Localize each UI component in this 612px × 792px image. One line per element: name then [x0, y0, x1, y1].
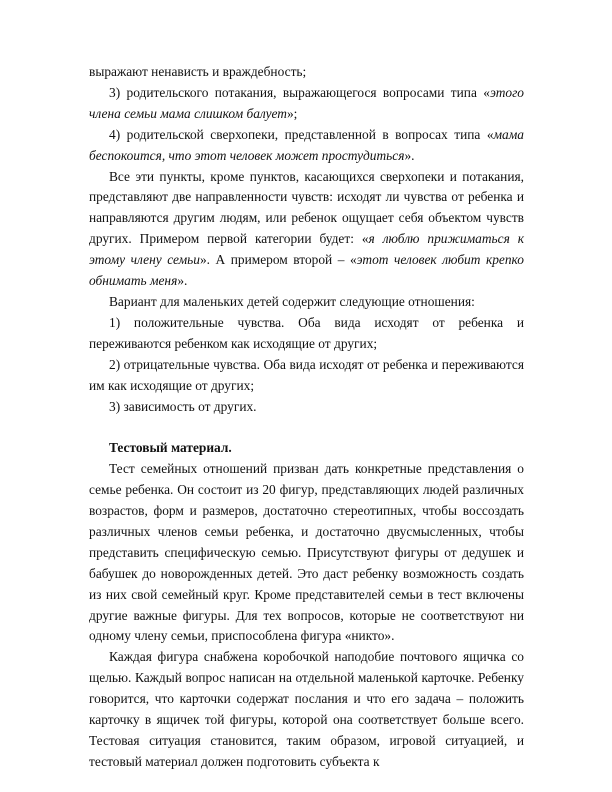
- quote-overprotection: мама беспокоится, что этот человек может простудиться: [89, 126, 524, 163]
- paragraph-directions-mid: ». А примером второй – «: [199, 252, 357, 268]
- paragraph-overprotection: [89, 125, 524, 167]
- paragraph-test-description: Тест семейных отношений призван дать конкретные представления о семье ребенка. Он состоит из 20 фигур, представляющих людей различных возрастов, форм и размеров, достаточно стереотипных, чтобы воссоздать различных членов семьи ребенка, и достаточно двусмысленных, чтобы представить специфическую семью. Присутствуют фигуры от дедушек и бабушек до новорожденных детей. Это даст ребенку возможность создать из них свой семейный круг. Кроме представителей семьи в тест включены другие важные фигуры. Для тех вопросов, которые не соответствуют ни одному члену семьи, приспособлена фигура «никто».: [89, 461, 524, 644]
- paragraph-hostility: выражают ненависть и враждебность;: [89, 64, 307, 79]
- list-item-negative-feelings: 2) отрицательные чувства. Оба вида исходят от ребенка и переживаются им как исходящие от других;: [89, 356, 524, 393]
- paragraph-overprotection-tail: ».: [404, 147, 415, 163]
- paragraph-directions: [89, 167, 524, 292]
- paragraph-indulgence-tail: »;: [286, 105, 298, 121]
- paragraph-figure-boxes: Каждая фигура снабжена коробочкой наподобие почтового ящичка со щелью. Каждый вопрос написан на отдельной маленькой карточке. Ребенку говорится, что карточки содержат послания и что его задача – положить карточку в ящичек той фигуры, которой она соответствует больше всего. Тестовая ситуация становится, таким образом, игровой ситуацией, и тестовый материал должен подготовить субъекта к: [89, 649, 524, 769]
- paragraph-directions-lead: Все эти пункты, кроме пунктов, касающихся сверхопеки и потакания, представляют две направленности чувств: исходят ли чувства от ребенка и направляются другим людям, или ребенок ощущает себя объектом чувств других. Примером первой категории будет: «: [89, 168, 524, 247]
- paragraph-directions-tail: ».: [177, 273, 188, 289]
- section-heading: Тестовый материал.: [109, 440, 232, 456]
- document-page: [89, 62, 524, 773]
- quote-first-category: я люблю прижиматься к этому члену семьи: [89, 231, 524, 268]
- paragraph-indulgence: [89, 83, 524, 125]
- paragraph-young-children-variant: Вариант для маленьких детей содержит следующие отношения:: [109, 293, 475, 309]
- list-item-positive-feelings: 1) положительные чувства. Оба вида исходят от ребенка и переживаются ребенком как исходящие от других;: [89, 314, 524, 351]
- paragraph-indulgence-lead: 3) родительского потакания, выражающегося вопросами типа «: [109, 84, 490, 100]
- list-item-dependence: 3) зависимость от других.: [109, 398, 257, 414]
- quote-second-category: этот человек любит крепко обнимать меня: [89, 252, 524, 289]
- quote-indulgence: этого члена семьи мама слишком балует: [89, 84, 524, 121]
- paragraph-overprotection-lead: 4) родительской сверхопеки, представленной в вопросах типа «: [109, 126, 494, 142]
- spacer: [89, 417, 524, 438]
